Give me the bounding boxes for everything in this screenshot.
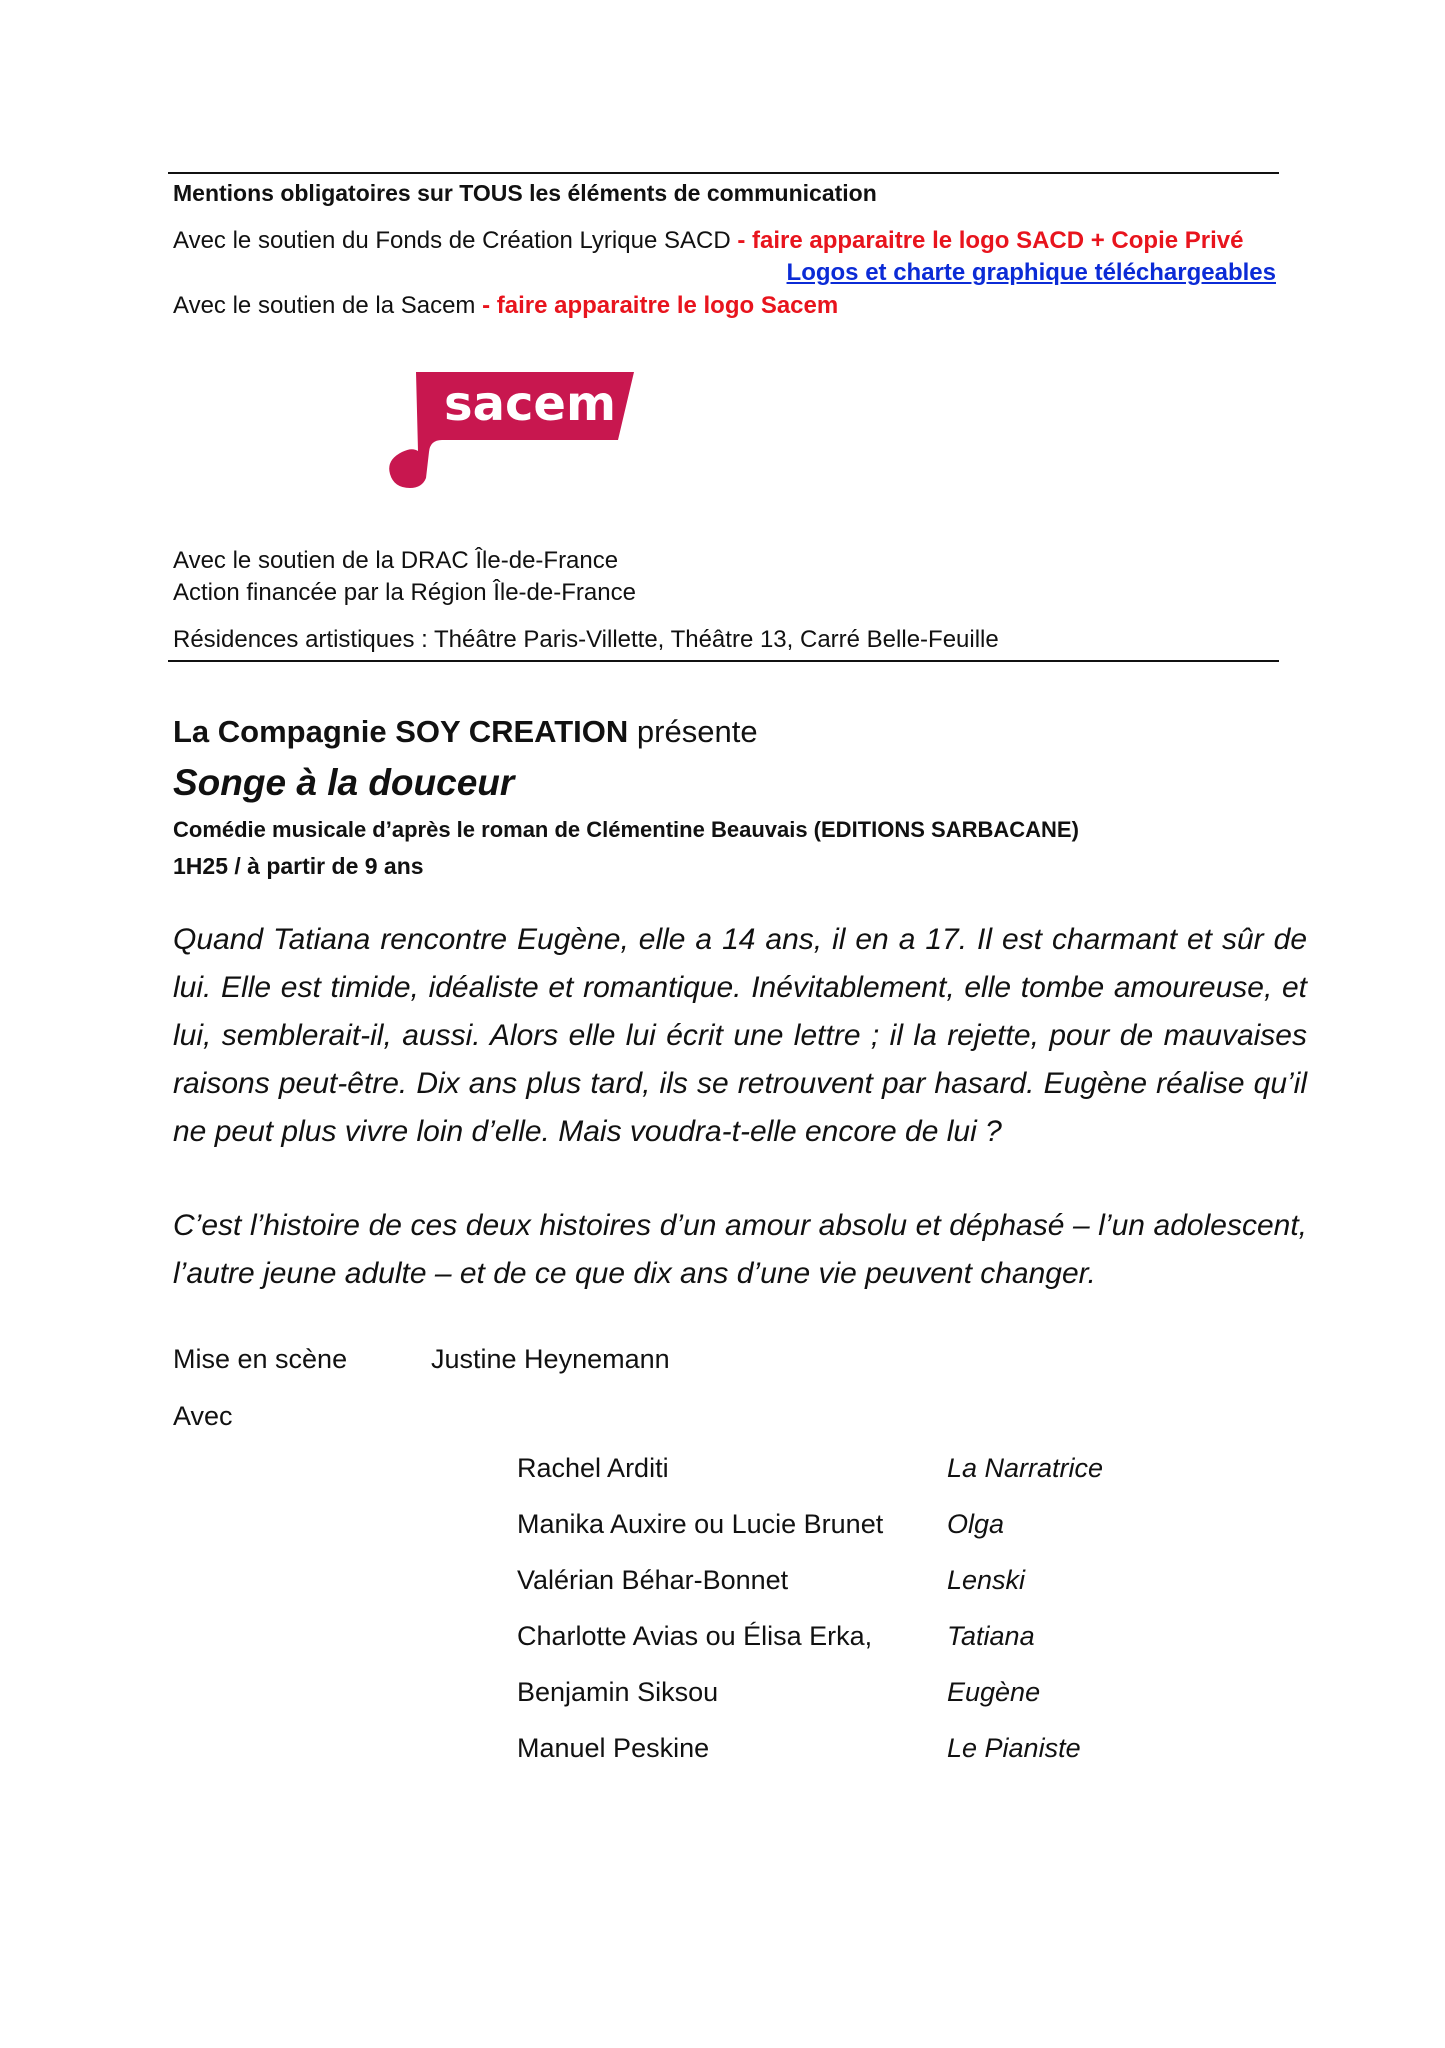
- sacd-support-text: Avec le soutien du Fonds de Création Lyrique SACD: [173, 227, 731, 254]
- residences-line: Résidences artistiques : Théâtre Paris-Villette, Théâtre 13, Carré Belle-Feuille: [173, 626, 999, 653]
- cast-actor: Manika Auxire ou Lucie Brunet: [517, 1509, 884, 1539]
- presents-text: présente: [628, 714, 758, 749]
- cast-row: [517, 1451, 1217, 1507]
- cast-label: Avec: [173, 1401, 233, 1431]
- company-name: La Compagnie SOY CREATION: [173, 714, 629, 749]
- synopsis-paragraph-1: Quand Tatiana rencontre Eugène, elle a 14 ans, il en a 17. Il est charmant et sûr de lui. Elle est timide, idéaliste et romantique. Inévitablement, elle tombe amoureuse, et lui, semblerait-il, aussi. Alors elle lui écrit une lettre ; il la rejette, pour de mauvaises raisons peut-être. Dix ans plus tard, ils se retrouvent par hasard. Eugène réalise qu’il ne peut plus vivre loin d’elle. Mais voudra-t-elle encore de lui ?: [173, 923, 1307, 1148]
- sacd-support-line: [173, 226, 1243, 256]
- sacem-logo-note: - faire apparaitre le logo Sacem: [475, 292, 839, 319]
- sacd-logo-note: - faire apparaitre le logo SACD + Copie Privé: [730, 227, 1244, 254]
- cast-role: Olga: [947, 1509, 1005, 1539]
- director-label: Mise en scène: [173, 1344, 348, 1374]
- cast-role: Lenski: [947, 1565, 1026, 1595]
- top-divider: [168, 172, 1279, 174]
- cast-row: [517, 1675, 1217, 1731]
- sacem-support-line: [173, 291, 838, 321]
- company-heading: [173, 713, 758, 751]
- cast-role: Eugène: [947, 1677, 1041, 1707]
- drac-support-line: Avec le soutien de la DRAC Île-de-France: [173, 547, 619, 574]
- cast-role: Le Pianiste: [947, 1733, 1081, 1763]
- cast-list: [517, 1451, 1217, 1787]
- director-name: Justine Heynemann: [431, 1344, 670, 1374]
- cast-row: [517, 1619, 1217, 1675]
- sacem-logo-wordmark: sacem: [444, 376, 616, 432]
- cast-actor: Manuel Peskine: [517, 1733, 710, 1763]
- cast-row: [517, 1731, 1217, 1787]
- cast-actor: Valérian Béhar-Bonnet: [517, 1565, 789, 1595]
- logos-download-link[interactable]: Logos et charte graphique téléchargeables: [786, 259, 1276, 286]
- cast-row: [517, 1507, 1217, 1563]
- cast-row: [517, 1563, 1217, 1619]
- show-duration: 1H25 / à partir de 9 ans: [173, 853, 424, 879]
- mentions-title: Mentions obligatoires sur TOUS les éléments de communication: [173, 180, 877, 206]
- region-funding-line: Action financée par la Région Île-de-France: [173, 579, 636, 606]
- sacem-logo: [346, 328, 676, 512]
- bottom-divider: [168, 660, 1279, 662]
- sacem-support-text: Avec le soutien de la Sacem: [173, 292, 476, 319]
- show-subtitle: Comédie musicale d’après le roman de Clémentine Beauvais (EDITIONS SARBACANE): [173, 817, 1079, 842]
- cast-actor: Benjamin Siksou: [517, 1677, 719, 1707]
- cast-role: Tatiana: [947, 1621, 1035, 1651]
- cast-actor: Charlotte Avias ou Élisa Erka,: [517, 1621, 873, 1651]
- cast-actor: Rachel Arditi: [517, 1453, 669, 1483]
- show-title: Songe à la douceur: [173, 762, 515, 803]
- cast-role: La Narratrice: [947, 1453, 1104, 1483]
- synopsis-paragraph-2: C’est l’histoire de ces deux histoires d’un amour absolu et déphasé – l’un adolescent, l’autre jeune adulte – et de ce que dix ans d’une vie peuvent changer.: [173, 1209, 1307, 1290]
